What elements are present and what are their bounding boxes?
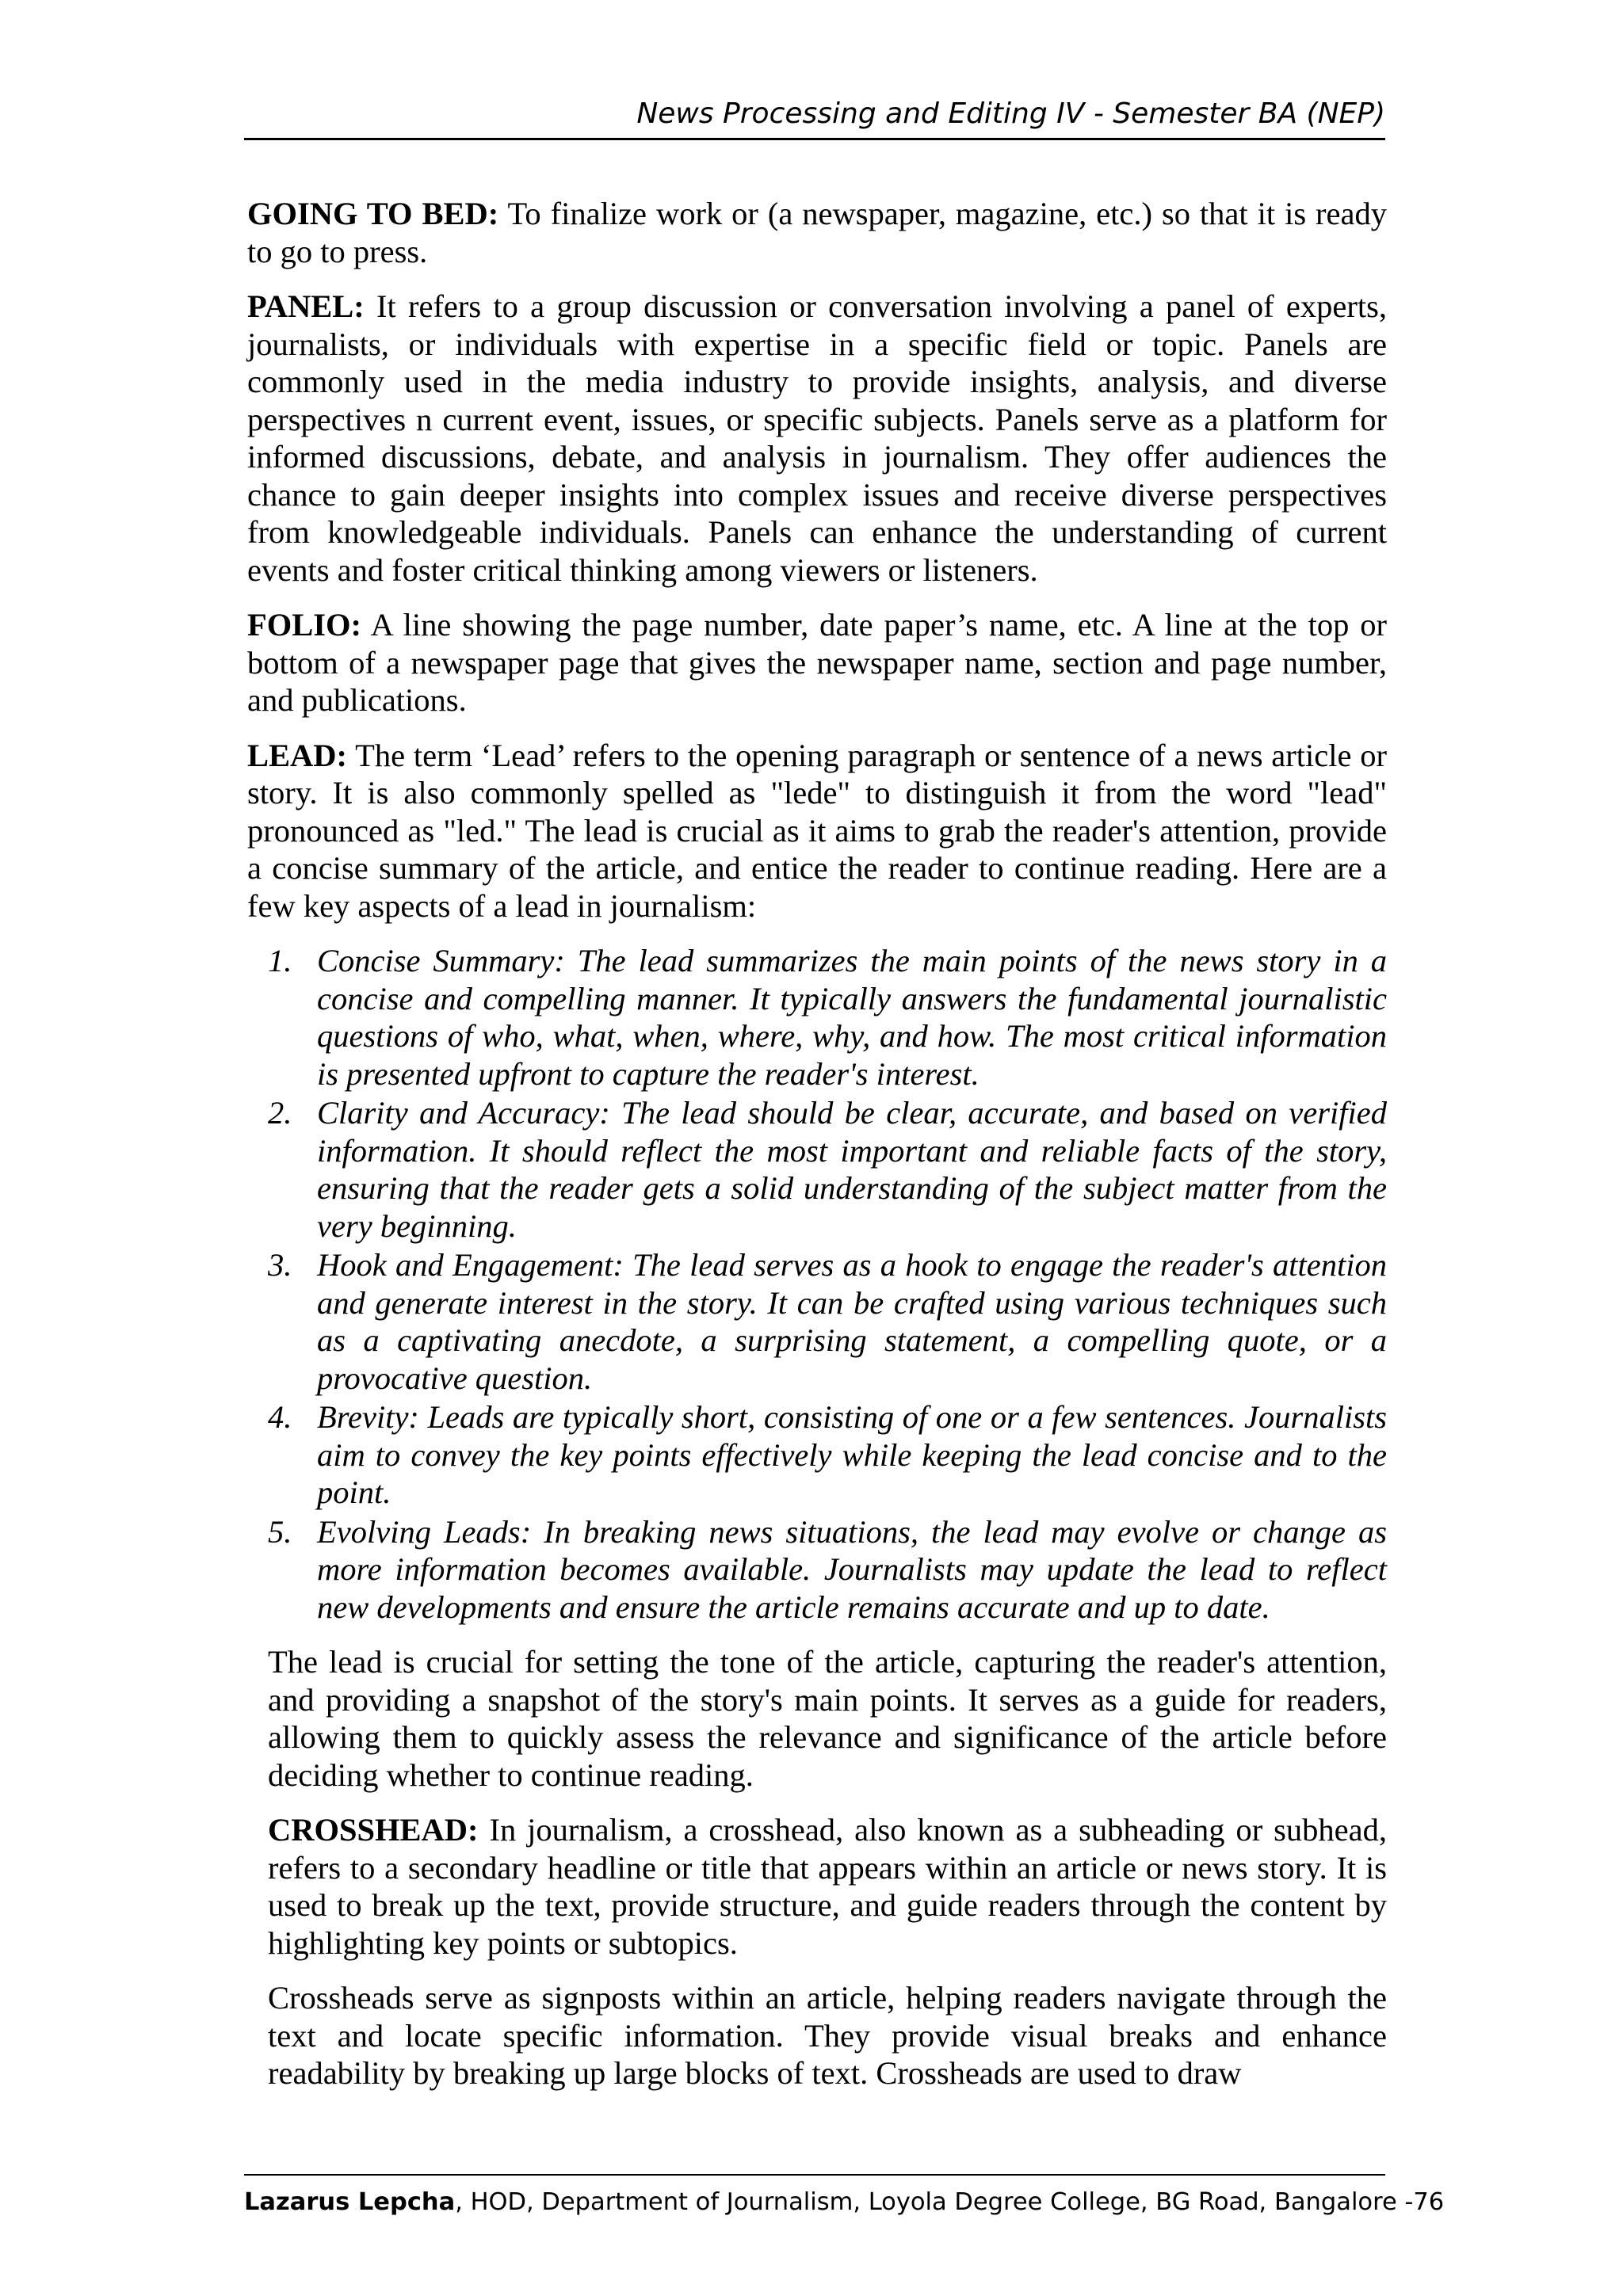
list-item-number: 4.	[268, 1399, 292, 1435]
paragraph-going-to-bed	[247, 195, 1387, 270]
footer-rule	[244, 2174, 1385, 2176]
page-footer	[244, 2185, 1445, 2220]
document-body	[247, 195, 1387, 2110]
lead-aspects-list	[247, 942, 1387, 1626]
list-item	[247, 1094, 1387, 1245]
running-header: News Processing and Editing IV - Semester BA (NEP)	[636, 97, 1385, 130]
footer-affiliation: , HOD, Department of Journalism, Loyola Degree College, BG Road, Bangalore -76	[455, 2188, 1445, 2216]
list-item-text: Concise Summary: The lead summarizes the main points of the news story in a concise and compelling manner. It typically answers the fundamental journalistic questions of who, what, when, where, why, and how. The most critical information is presented upfront to capture the reader's interest.	[317, 943, 1387, 1092]
paragraph-lead	[247, 737, 1387, 925]
paragraph-lead-conclusion: The lead is crucial for setting the tone of the article, capturing the reader's attention, and providing a snapshot of the story's main points. It serves as a guide for readers, allowing them to quickly assess the relevance and significance of the article before deciding whether to continue reading.	[268, 1644, 1387, 1793]
list-item-number: 1.	[268, 943, 292, 978]
term-panel: PANEL:	[247, 288, 365, 324]
paragraph-folio	[247, 606, 1387, 719]
list-item	[247, 1398, 1387, 1512]
term-crosshead: CROSSHEAD:	[268, 1812, 479, 1848]
definition-panel: It refers to a group discussion or conversation involving a panel of experts, journalists, or individuals with expertise in a specific field or topic. Panels are commonly used in the media industry to provide insights, analysis, and diverse perspectives n current event, issues, or specific subjects. Panels serve as a platform for informed discussions, debate, and analysis in journalism. They offer audiences the chance to gain deeper insights into complex issues and receive diverse perspectives from knowledgeable individuals. Panels can enhance the understanding of current events and foster critical thinking among viewers or listeners.	[247, 288, 1387, 588]
paragraph-crosshead	[268, 1811, 1387, 1962]
definition-crosshead: In journalism, a crosshead, also known as a subheading or subhead, refers to a secondary headline or title that appears within an article or news story. It is used to break up the text, provide structure, and guide readers through the content by highlighting key points or subtopics.	[268, 1812, 1387, 1961]
list-item-number: 3.	[268, 1247, 292, 1283]
definition-going-to-bed: To finalize work or (a newspaper, magazine, etc.) so that it is ready to go to press.	[247, 196, 1387, 269]
definition-lead: The term ‘Lead’ refers to the opening paragraph or sentence of a news article or story. It is also commonly spelled as "lede" to distinguish it from the word "lead" pronounced as "led." The lead is crucial as it aims to grab the reader's attention, provide a concise summary of the article, and entice the reader to continue reading. Here are a few key aspects of a lead in journalism:	[247, 737, 1387, 924]
term-going-to-bed: GOING TO BED:	[247, 196, 499, 231]
term-folio: FOLIO:	[247, 607, 362, 643]
definition-folio: A line showing the page number, date paper’s name, etc. A line at the top or bottom of a newspaper page that gives the newspaper name, section and page number, and publications.	[247, 607, 1387, 718]
paragraph-panel	[247, 288, 1387, 589]
list-item	[247, 1246, 1387, 1397]
list-item-text: Hook and Engagement: The lead serves as a hook to engage the reader's attention and generate interest in the story. It can be crafted using various techniques such as a captivating anecdote, a surprising statement, a compelling quote, or a provocative question.	[317, 1247, 1387, 1396]
list-item-text: Brevity: Leads are typically short, consisting of one or a few sentences. Journalists aim to convey the key points effectively while keeping the lead concise and to the point.	[317, 1399, 1387, 1510]
list-item-text: Evolving Leads: In breaking news situations, the lead may evolve or change as more information becomes available. Journalists may update the lead to reflect new developments and ensure the article remains accurate and up to date.	[317, 1513, 1387, 1625]
footer-author: Lazarus Lepcha	[244, 2188, 456, 2216]
term-lead: LEAD:	[247, 737, 348, 773]
paragraph-crosshead-continuation: Crossheads serve as signposts within an article, helping readers navigate through the text and locate specific information. They provide visual breaks and enhance readability by breaking up large blocks of text. Crossheads are used to draw	[268, 1980, 1387, 2091]
header-rule	[244, 138, 1385, 140]
list-item-number: 5.	[268, 1513, 292, 1550]
list-item	[247, 942, 1387, 1093]
list-item-number: 2.	[268, 1095, 292, 1131]
list-item-text: Clarity and Accuracy: The lead should be clear, accurate, and based on verified information. It should reflect the most important and reliable facts of the story, ensuring that the reader gets a solid understanding of the subject matter from the very beginning.	[317, 1095, 1387, 1244]
list-item	[247, 1513, 1387, 1627]
